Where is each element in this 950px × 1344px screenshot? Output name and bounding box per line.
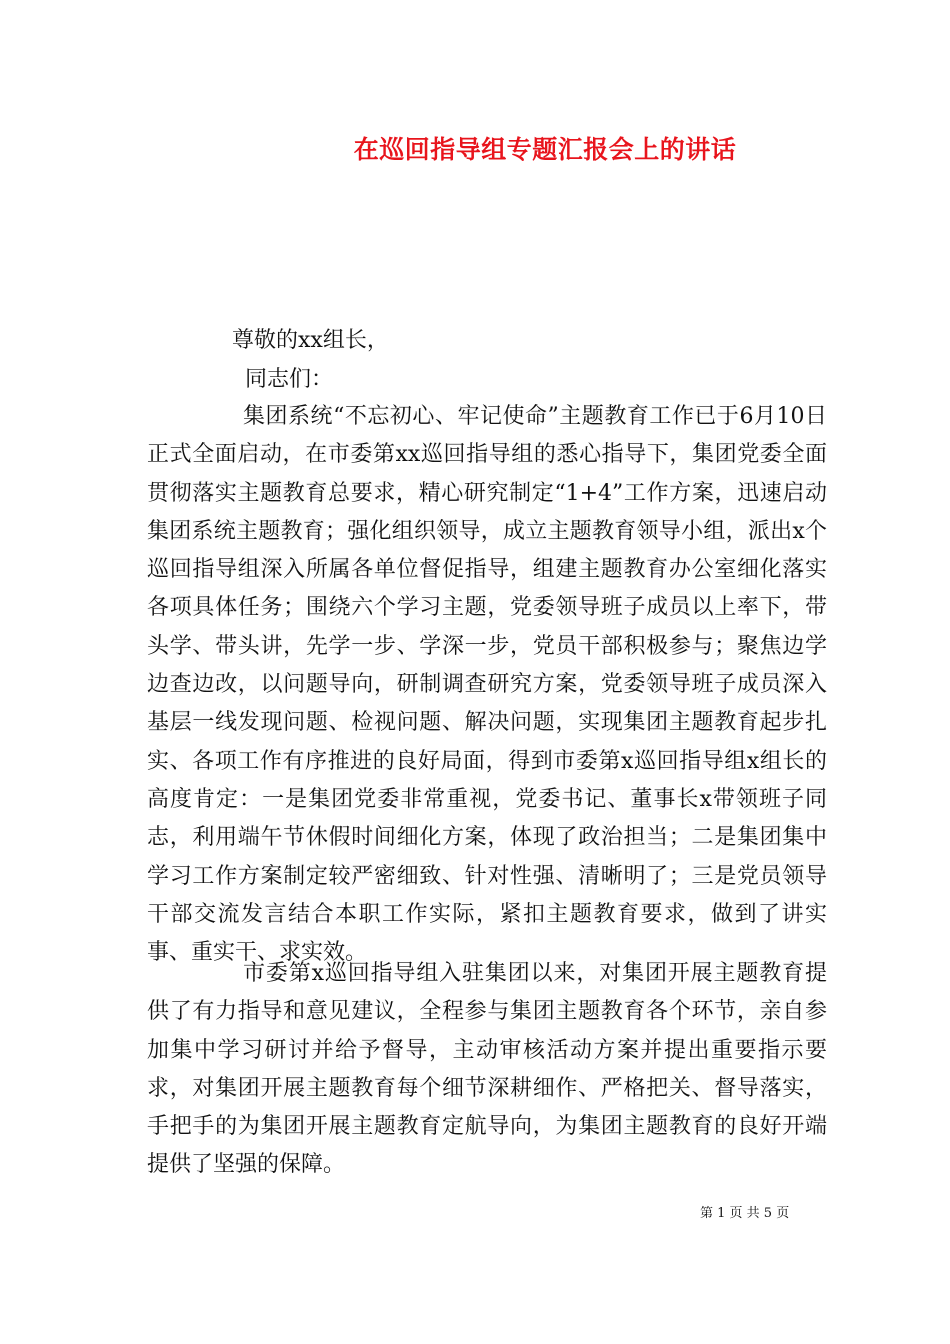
document-title: 在巡回指导组专题汇报会上的讲话 [353,135,737,164]
body-paragraph: 集团系统“不忘初心、牢记使命”主题教育工作已于6月10日正式全面启动，在市委第xx巡回指导组的悉心指导下，集团党委全面贯彻落实主题教育总要求，精心研究制定“1+4”工作方案，迅速启动集团系统主题教育；强化组织领导，成立主题教育领导小组，派出x个巡回指导组深入所属各单位督促指导，组建主题教育办公室细化落实各项具体任务；围绕六个学习主题，党委领导班子成员以上率下，带头学、带头讲，先学一步、学深一步，党员干部积极参与；聚焦边学边查边改，以问题导向，研制调查研究方案，党委领导班子成员深入基层一线发现问题、检视问题、解决问题，实现集团主题教育起步扎实、各项工作有序推进的良好局面，得到市委第x巡回指导组x组长的高度肯定：一是集团党委非常重视，党委书记、董事长x带领班子同志，利用端午节休假时间细化方案，体现了政治担当；二是集团集中学习工作方案制定较严密细致、针对性强、清晰明了；三是党员领导干部交流发言结合本职工作实际，紧扣主题教育要求，做到了讲实事、重实干、求实效。 [147,404,827,966]
page-number-footer: 第 1 页 共 5 页 [700,1206,790,1221]
salutation: 尊敬的xx组长， [232,328,389,353]
greeting: 同志们： [245,367,334,392]
body-paragraph: 市委第x巡回指导组入驻集团以来，对集团开展主题教育提供了有力指导和意见建议，全程参与集团主题教育各个环节，亲自参加集中学习研讨并给予督导，主动审核活动方案并提出重要指示要求，对集团开展主题教育每个细节深耕细作、严格把关、督导落实，手把手的为集团开展主题教育定航导向，为集团主题教育的良好开端提供了坚强的保障。 [147,961,827,1178]
